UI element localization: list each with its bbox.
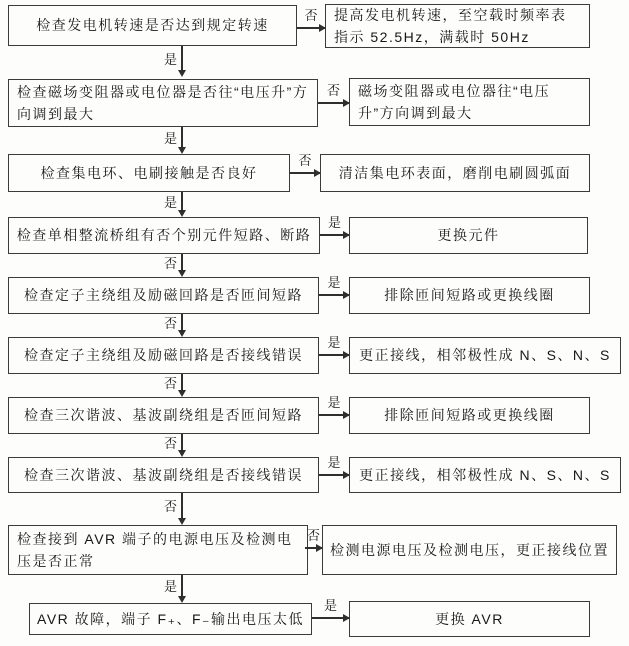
remedy-box-3: 清洁集电环表面，磨削电刷圆弧面	[320, 154, 590, 192]
arrow-line	[319, 474, 349, 476]
arrow-line	[318, 102, 349, 104]
arrow-line	[181, 434, 183, 451]
check-step-box-3: 检查集电环、电刷接触是否良好	[8, 154, 290, 192]
remedy-box-9: 检测电源电压及检测电压，更正接线位置	[322, 525, 617, 575]
arrow-head-icon	[178, 596, 186, 603]
check-step-box-6: 检查定子主绕组及励磁回路是否接线错误	[8, 337, 319, 374]
branch-label-10: 是	[323, 598, 337, 613]
remedy-box-5: 排除匝间短路或更换线圈	[349, 277, 590, 314]
next-label-2: 是	[163, 130, 177, 146]
remedy-box-8: 更正接线，相邻极性成 N、S、N、S	[349, 457, 621, 493]
remedy-box-4: 更换元件	[349, 217, 588, 254]
branch-label-7: 是	[327, 395, 341, 410]
next-arrow-6	[150, 374, 186, 397]
next-arrow-3	[150, 192, 186, 217]
branch-arrow-1	[297, 8, 325, 29]
branch-arrow-9	[305, 528, 322, 549]
branch-arrow-8	[319, 455, 349, 476]
remedy-box-10: 更换 AVR	[349, 601, 590, 637]
next-arrow-1	[150, 46, 186, 77]
check-step-box-7: 检查三次谐波、基波副绕组是否匝间短路	[8, 397, 319, 434]
arrow-line	[297, 27, 325, 29]
remedy-box-6: 更正接线，相邻极性成 N、S、N、S	[349, 337, 621, 374]
next-label-1: 是	[163, 51, 177, 67]
arrow-line	[181, 493, 183, 519]
arrow-line	[181, 192, 183, 211]
branch-label-9: 否	[306, 528, 320, 543]
next-arrow-4	[150, 254, 186, 277]
branch-label-2: 否	[326, 83, 340, 98]
next-label-4: 否	[163, 255, 177, 271]
arrow-line	[181, 127, 183, 148]
branch-label-4: 是	[327, 215, 341, 230]
next-label-8: 否	[163, 499, 177, 515]
next-arrow-9	[150, 575, 186, 603]
next-arrow-8	[150, 493, 186, 525]
check-step-box-2: 检查磁场变阻器或电位器是否往“电压升”方向调到最大	[8, 79, 318, 127]
next-label-9: 是	[163, 579, 177, 595]
arrow-line	[319, 354, 349, 356]
arrow-line	[319, 414, 349, 416]
branch-arrow-6	[319, 335, 349, 356]
next-label-3: 是	[163, 194, 177, 210]
branch-arrow-3	[290, 153, 320, 174]
arrow-head-icon	[178, 70, 186, 77]
arrow-head-icon	[178, 450, 186, 457]
check-step-box-4: 检查单相整流桥组有否个别元件短路、断路	[8, 217, 320, 254]
arrow-head-icon	[178, 330, 186, 337]
arrow-line	[181, 374, 183, 391]
arrow-head-icon	[178, 390, 186, 397]
next-label-7: 否	[163, 435, 177, 451]
check-step-box-9: 检查接到 AVR 端子的电源电压及检测电压是否正常	[8, 525, 308, 575]
arrow-line	[320, 234, 349, 236]
next-arrow-5	[150, 314, 186, 337]
remedy-box-2: 磁场变阻器或电位器往“电压升”方向调到最大	[349, 78, 590, 126]
next-arrow-7	[150, 434, 186, 457]
arrow-line	[290, 172, 320, 174]
check-step-box-1: 检查发电机转速是否达到规定转速	[8, 5, 297, 46]
arrow-head-icon	[178, 210, 186, 217]
arrow-line	[181, 575, 183, 597]
next-arrow-2	[150, 127, 186, 154]
check-step-box-10: AVR 故障，端子 F₊、F₋输出电压太低	[29, 603, 312, 635]
arrow-head-icon	[178, 270, 186, 277]
branch-label-6: 是	[327, 335, 341, 350]
arrow-line	[181, 314, 183, 331]
arrow-line	[312, 617, 349, 619]
arrow-line	[181, 46, 183, 71]
arrow-head-icon	[178, 147, 186, 154]
check-step-box-5: 检查定子主绕组及励磁回路是否匝间短路	[8, 277, 319, 314]
branch-label-8: 是	[327, 455, 341, 470]
arrow-line	[181, 254, 183, 271]
branch-label-3: 否	[298, 153, 312, 168]
branch-arrow-10	[312, 598, 349, 619]
arrow-line	[305, 547, 322, 549]
remedy-box-7: 排除匝间短路或更换线圈	[349, 397, 590, 434]
arrow-head-icon	[178, 518, 186, 525]
branch-arrow-4	[320, 215, 349, 236]
arrow-line	[319, 294, 349, 296]
branch-label-5: 是	[327, 275, 341, 290]
next-label-5: 否	[163, 315, 177, 331]
check-step-box-8: 检查三次谐波、基波副绕组是否接线错误	[8, 457, 319, 493]
branch-label-1: 否	[304, 8, 318, 23]
branch-arrow-7	[319, 395, 349, 416]
branch-arrow-5	[319, 275, 349, 296]
branch-arrow-2	[318, 83, 349, 104]
remedy-box-1: 提高发电机转速，至空载时频率表指示 52.5Hz，满载时 50Hz	[325, 4, 590, 48]
next-label-6: 否	[163, 375, 177, 391]
